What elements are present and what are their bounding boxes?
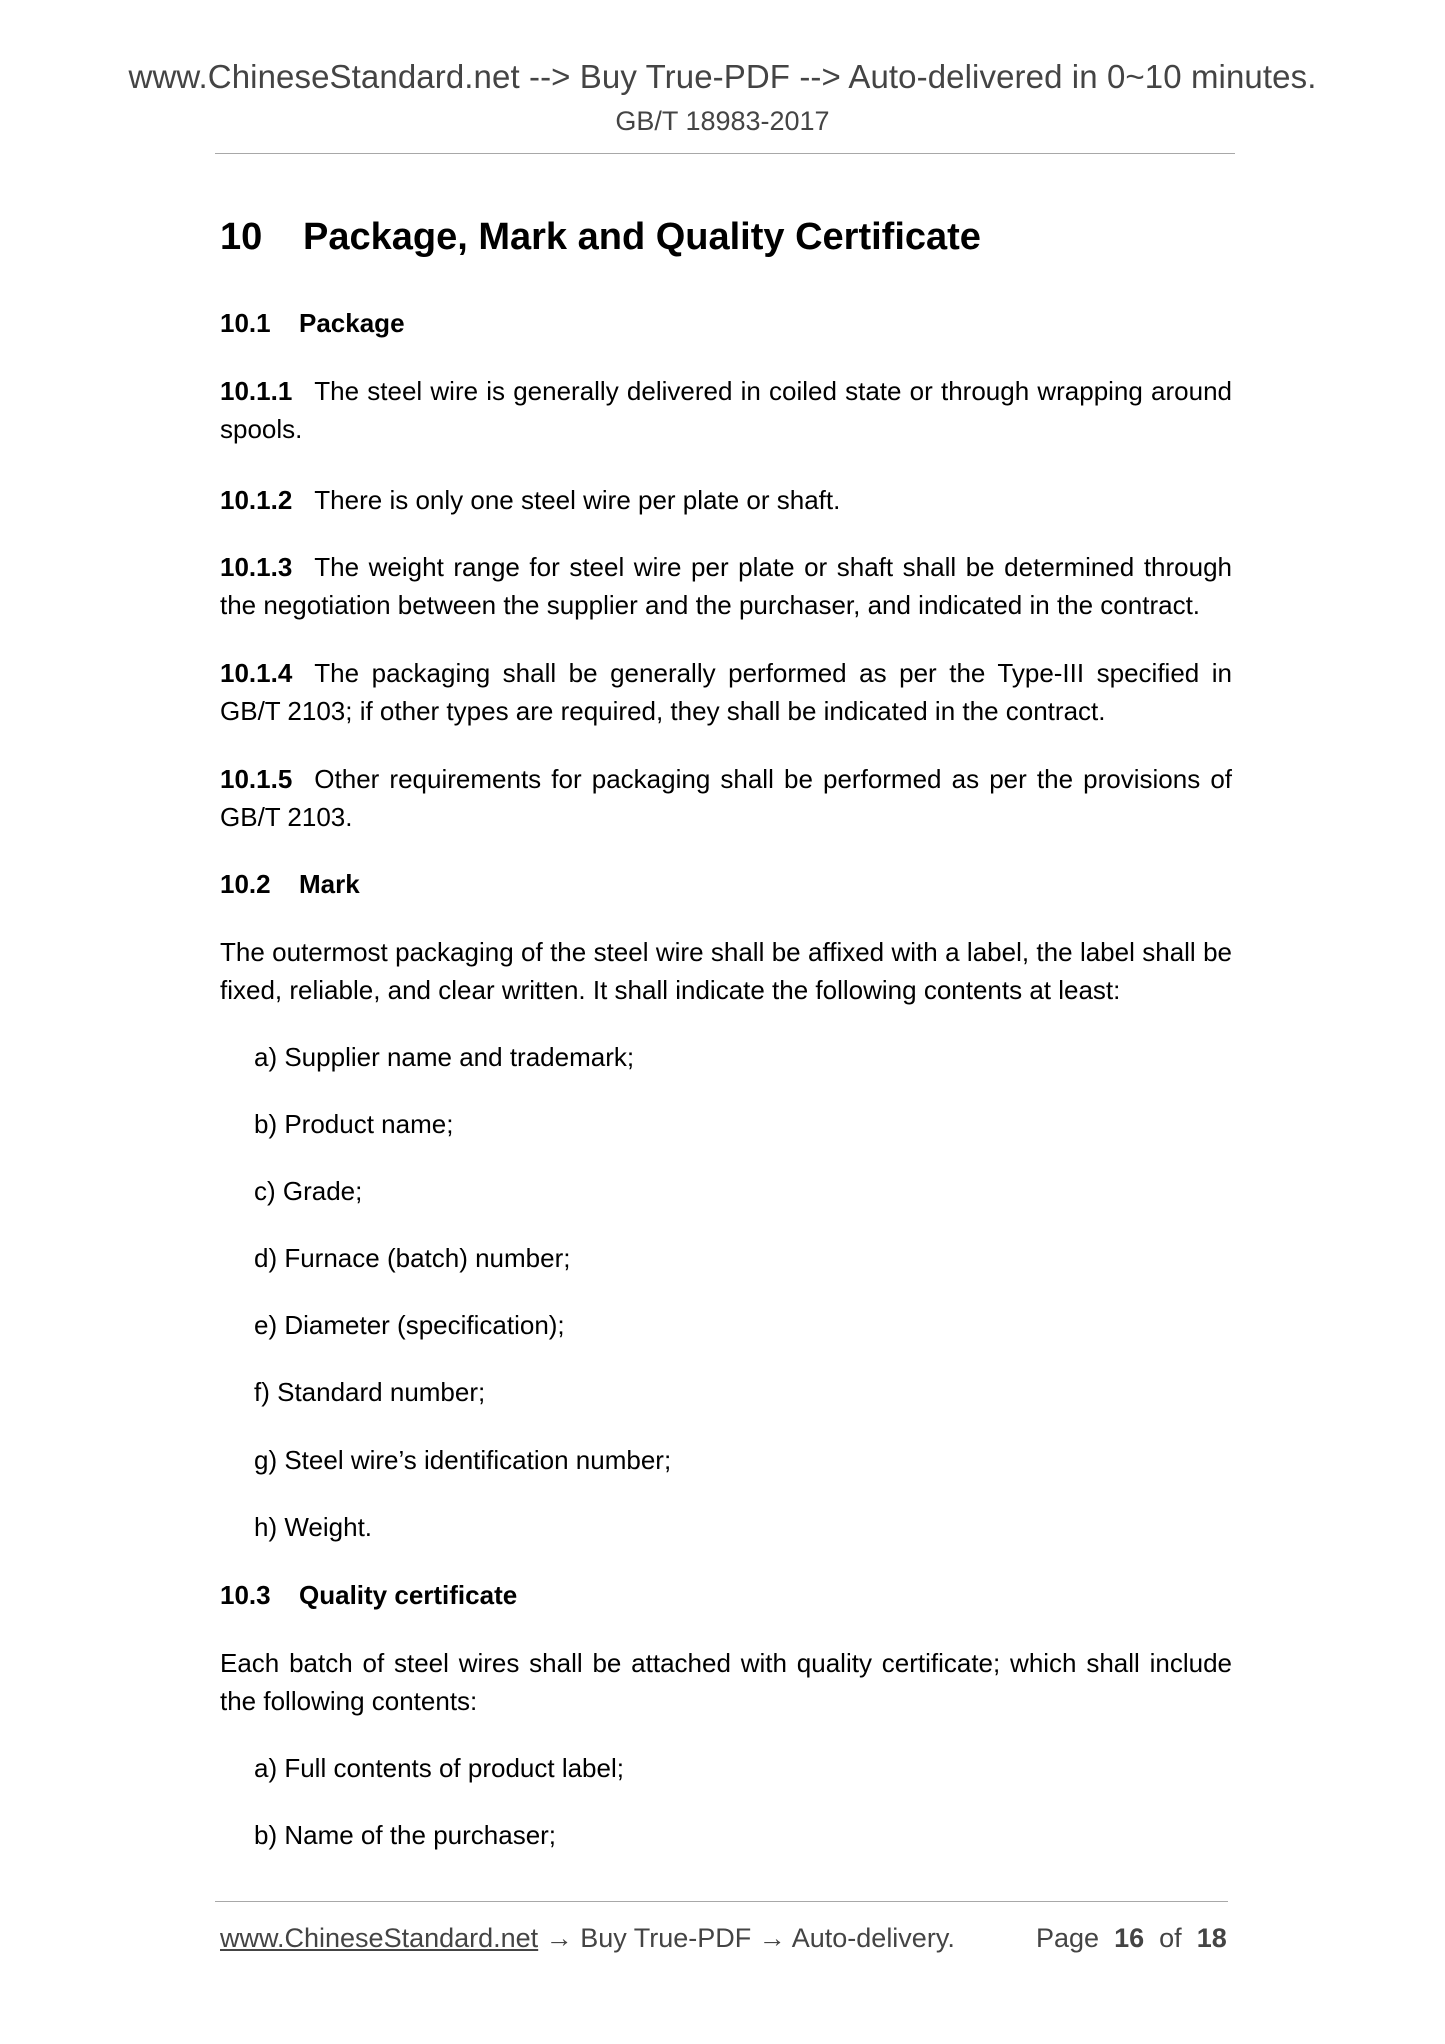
subsection-title: Package bbox=[299, 308, 405, 338]
footer-divider bbox=[215, 1901, 1228, 1902]
list-item: a) Supplier name and trademark; bbox=[254, 1042, 635, 1072]
page-indicator bbox=[1036, 1923, 1227, 1954]
subsection-title: Mark bbox=[299, 869, 360, 899]
list-item: b) Product name; bbox=[254, 1109, 454, 1139]
subsection-number: 10.1 bbox=[220, 308, 271, 338]
clause-text: Other requirements for packaging shall be performed as per the provisions of GB/T 2103. bbox=[220, 764, 1232, 832]
clause-text: The packaging shall be generally performed as per the Type-III specified in GB/T 2103; if other types are required, they shall be indicated in the contract. bbox=[220, 658, 1232, 726]
header-promo-line: www.ChineseStandard.net --> Buy True-PDF --> Auto-delivered in 0~10 minutes. bbox=[128, 58, 1317, 95]
subsection-number: 10.2 bbox=[220, 869, 271, 899]
clause-10-1-3 bbox=[220, 548, 1232, 624]
total-pages-number: 18 bbox=[1196, 1923, 1227, 1953]
page-label: Page bbox=[1036, 1923, 1100, 1953]
list-item: e) Diameter (specification); bbox=[254, 1310, 565, 1340]
header-divider bbox=[215, 153, 1235, 154]
clause-text: The steel wire is generally delivered in coiled state or through wrapping around spools. bbox=[220, 376, 1232, 444]
clause-number: 10.1.5 bbox=[220, 764, 293, 794]
subsection-heading-package bbox=[220, 308, 1232, 339]
clause-10-1-1 bbox=[220, 372, 1232, 448]
header-doc-code: GB/T 18983-2017 bbox=[615, 106, 830, 136]
list-item: g) Steel wire’s identification number; bbox=[254, 1445, 672, 1475]
list-item: b) Name of the purchaser; bbox=[254, 1820, 557, 1850]
clause-number: 10.1.4 bbox=[220, 658, 293, 688]
subsection-number: 10.3 bbox=[220, 1580, 271, 1610]
subsection-title: Quality certificate bbox=[299, 1580, 518, 1610]
clause-10-1-5 bbox=[220, 760, 1232, 836]
clause-number: 10.1.2 bbox=[220, 485, 293, 515]
clause-number: 10.1.3 bbox=[220, 552, 293, 582]
clause-10-1-4 bbox=[220, 654, 1232, 730]
section-title bbox=[220, 216, 1232, 259]
mark-intro: The outermost packaging of the steel wire shall be affixed with a label, the label shall be fixed, reliable, and clear written. It shall indicate the following contents at least: bbox=[220, 937, 1232, 1005]
subsection-heading-quality bbox=[220, 1580, 1232, 1611]
list-item: h) Weight. bbox=[254, 1512, 373, 1542]
list-item: a) Full contents of product label; bbox=[254, 1753, 624, 1783]
clause-10-1-2 bbox=[220, 481, 1232, 519]
clause-number: 10.1.1 bbox=[220, 376, 293, 406]
footer-site-link[interactable]: www.ChineseStandard.net bbox=[220, 1923, 539, 1953]
clause-text: The weight range for steel wire per plate or shaft shall be determined through the negotiation between the supplier and the purchaser, and indicated in the contract. bbox=[220, 552, 1232, 620]
footer-promo bbox=[220, 1923, 955, 1954]
list-item: d) Furnace (batch) number; bbox=[254, 1243, 571, 1273]
list-item: f) Standard number; bbox=[254, 1377, 486, 1407]
section-number: 10 bbox=[220, 216, 263, 258]
clause-text: There is only one steel wire per plate or shaft. bbox=[314, 485, 841, 515]
section-title-text: Package, Mark and Quality Certificate bbox=[303, 216, 981, 258]
of-label: of bbox=[1159, 1923, 1182, 1953]
current-page-number: 16 bbox=[1114, 1923, 1145, 1953]
list-item: c) Grade; bbox=[254, 1176, 363, 1206]
quality-intro: Each batch of steel wires shall be attached with quality certificate; which shall include the following contents: bbox=[220, 1648, 1232, 1716]
footer-promo-text: → Buy True-PDF → Auto-delivery. bbox=[538, 1923, 955, 1953]
subsection-heading-mark bbox=[220, 869, 1232, 900]
